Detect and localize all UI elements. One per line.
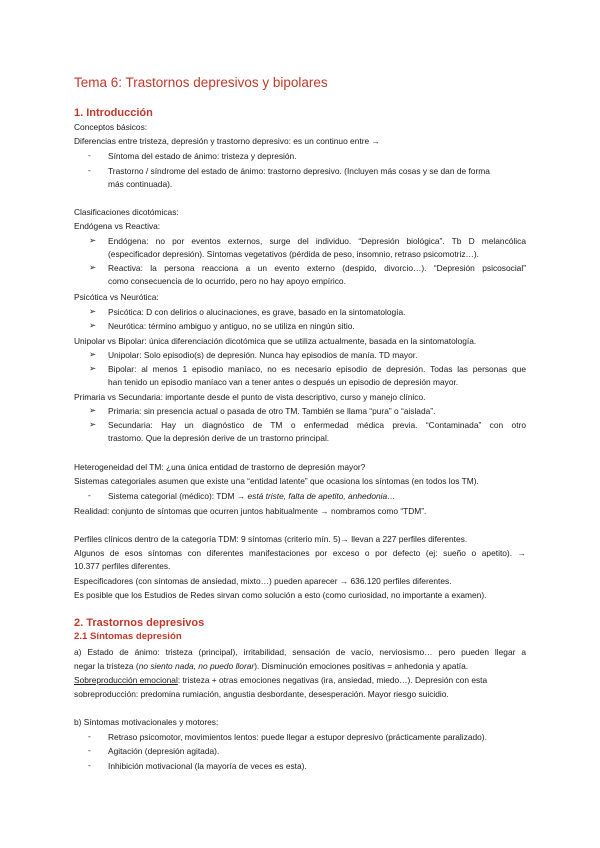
endogena-item: Endógena: no por eventos externos, surge del individuo. “Depresión biológica”. Tb D melancólica bbox=[108, 236, 526, 246]
reactiva-item-cont: como consecuencia de lo ocurrido, pero no hay apoyo empírico. bbox=[108, 276, 346, 286]
endogena-item-cont: (especificador depresión). Síntomas vegetativos (pérdida de peso, insomnio, retraso psicomotriz…). bbox=[108, 249, 479, 259]
sistema-categorial-text: Sistema categorial (médico): TDM → bbox=[108, 491, 248, 501]
document-title: Tema 6: Trastornos depresivos y bipolares bbox=[74, 75, 328, 90]
anhedonia-text: ). Disminución emociones positivas = anhedonia y apatía. bbox=[254, 661, 469, 671]
clasificaciones-heading: Clasificaciones dicotómicas: bbox=[74, 207, 179, 217]
unipolar-heading: Unipolar vs Bipolar: única diferenciación dicotómica que se utiliza actualmente, basada en la sintomatología. bbox=[74, 336, 477, 346]
concepto-item-cont: más continuada). bbox=[108, 179, 173, 189]
perfiles-line: Perfiles clínicos dentro de la categoría TDM: 9 síntomas (criterio mín. 5)→ llevan a 227 perfiles diferentes. bbox=[74, 534, 468, 544]
negar-italic: no siento nada, no puedo llorar bbox=[138, 661, 255, 671]
dash-bullet-icon: - bbox=[88, 745, 91, 755]
psicotica-heading: Psicótica vs Neurótica: bbox=[74, 292, 159, 302]
estado-animo-line-cont bbox=[74, 660, 468, 672]
bipolar-item-cont: han tenido un episodio maníaco van a tener antes o después un episodio de depresión mayor. bbox=[108, 377, 459, 387]
conceptos-heading: Conceptos básicos: bbox=[74, 122, 148, 132]
dash-bullet-icon: - bbox=[88, 760, 91, 770]
concepto-item: Trastorno / síndrome del estado de ánimo: trastorno depresivo. (Incluyen más cosas y se dan de forma bbox=[108, 166, 490, 176]
sobreproduccion-line-cont: sobreproducción: predomina rumiación, angustia desbordante, desesperación. Mayor riesgo suicidio. bbox=[74, 689, 449, 699]
section-heading-trastornos: 2. Trastornos depresivos bbox=[74, 617, 205, 629]
sobreproduccion-text: : tristeza + otras emociones negativas (ira, ansiedad, miedo…). Depresión con esta bbox=[177, 675, 488, 685]
primaria-item: Primaria: sin presencia actual o pasada de otro TM. También se llama “pura” o “aislada”. bbox=[108, 406, 436, 416]
motor-item: Agitación (depresión agitada). bbox=[108, 746, 220, 756]
sistemas-line: Sistemas categoriales asumen que existe una “entidad latente” que ocasiona los síntomas (en todos los TM). bbox=[74, 476, 479, 486]
secundaria-item-cont: trastorno. Que la depresión derive de un trastorno principal. bbox=[108, 433, 330, 443]
subsection-heading-sintomas: 2.1 Síntomas depresión bbox=[74, 631, 182, 642]
negar-text: negar la tristeza ( bbox=[74, 661, 139, 671]
algunos-line-cont: 10.377 perfiles diferentes. bbox=[74, 561, 171, 571]
bipolar-item: Bipolar: al menos 1 episodio maníaco, no es necesario episodio de depresión. Todas las personas que bbox=[108, 364, 526, 374]
motor-item: Inhibición motivacional (la mayoría de veces es esta). bbox=[108, 761, 307, 771]
arrow-bullet-icon: ➢ bbox=[89, 262, 97, 272]
neurotica-item: Neurótica: término ambiguo y antiguo, no se utiliza en ningún sitio. bbox=[108, 321, 355, 331]
section-heading-introduccion: 1. Introducción bbox=[74, 107, 153, 119]
heterogeneidad-line: Heterogeneidad del TM: ¿una única entidad de trastorno de depresión mayor? bbox=[74, 462, 366, 472]
arrow-bullet-icon: ➢ bbox=[89, 419, 97, 429]
dash-bullet-icon: - bbox=[88, 150, 91, 160]
sobreproduccion-underlined: Sobreproducción emocional bbox=[74, 675, 178, 685]
motivacionales-heading: b) Síntomas motivacionales y motores: bbox=[74, 717, 219, 727]
concepto-item: Síntoma del estado de ánimo: tristeza y depresión. bbox=[108, 151, 297, 161]
psicotica-item: Psicótica: D con delirios o alucinaciones, es grave, basado en la sintomatología. bbox=[108, 307, 406, 317]
dash-bullet-icon: - bbox=[88, 165, 91, 175]
arrow-bullet-icon: ➢ bbox=[89, 405, 97, 415]
arrow-bullet-icon: ➢ bbox=[89, 363, 97, 373]
dash-bullet-icon: - bbox=[88, 490, 91, 500]
motor-item: Retraso psicomotor, movimientos lentos: puede llegar a estupor depresivo (prácticamente paralizado). bbox=[108, 732, 487, 742]
sobreproduccion-line bbox=[74, 674, 487, 686]
secundaria-item: Secundaria: Hay un diagnóstico de TM o enfermedad médica previa. “Contaminada” con otro bbox=[108, 420, 526, 430]
diferencias-line: Diferencias entre tristeza, depresión y trastorno depresivo: es un continuo entre → bbox=[74, 136, 380, 146]
realidad-line: Realidad: conjunto de síntomas que ocurren juntos habitualmente → nombramos como “TDM”. bbox=[74, 506, 427, 516]
unipolar-item: Unipolar: Solo episodio(s) de depresión. Nunca hay episodios de manía. TD mayor. bbox=[108, 350, 418, 360]
redes-line: Es posible que los Estudios de Redes sirvan como solución a esto (como curiosidad, no importante a examen). bbox=[74, 590, 487, 600]
especificadores-line: Especificadores (con síntomas de ansiedad, mixto…) pueden aparecer → 636.120 perfiles diferentes. bbox=[74, 576, 452, 586]
sistema-categorial-item bbox=[108, 490, 396, 502]
sistema-categorial-italic: está triste, falta de apetito, anhedonia… bbox=[247, 491, 396, 501]
endogena-heading: Endógena vs Reactiva: bbox=[74, 221, 161, 231]
arrow-bullet-icon: ➢ bbox=[89, 306, 97, 316]
primaria-heading: Primaria vs Secundaria: importante desde el punto de vista descriptivo, curso y manejo clínico. bbox=[74, 392, 426, 402]
arrow-bullet-icon: ➢ bbox=[89, 235, 97, 245]
dash-bullet-icon: - bbox=[88, 731, 91, 741]
arrow-bullet-icon: ➢ bbox=[89, 320, 97, 330]
arrow-bullet-icon: ➢ bbox=[89, 349, 97, 359]
reactiva-item: Reactiva: la persona reacciona a un evento externo (despido, divorcio…). “Depresión psicosocial” bbox=[108, 263, 526, 273]
algunos-line: Algunos de esos síntomas con diferentes manifestaciones por exceso o por defecto (ej: sueño o apetito). → bbox=[74, 548, 526, 558]
estado-animo-line: a) Estado de ánimo: tristeza (principal), irritabilidad, sensación de vacío, nerviosismo… pero pueden llegar a bbox=[74, 647, 526, 657]
